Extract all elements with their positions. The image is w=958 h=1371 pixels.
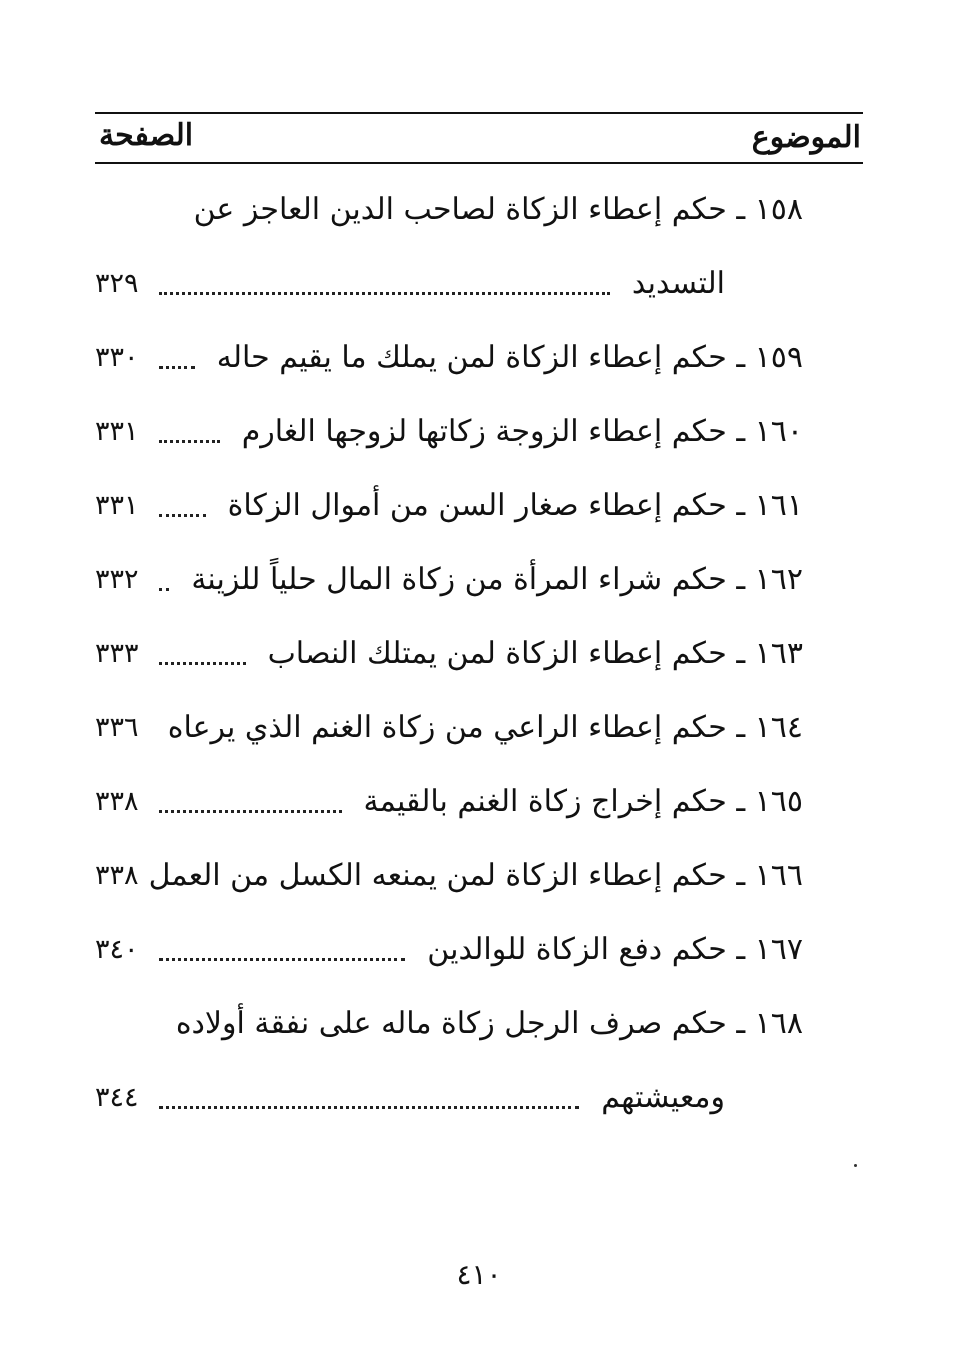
toc-entry-page-number: ٣٣٨ (95, 860, 139, 891)
topic-column-label: الموضوع (751, 120, 861, 155)
toc-entry-page-number: ٣٣٠ (95, 342, 139, 373)
page-number: ٤١٠ (456, 1258, 502, 1291)
toc-entry (95, 1076, 725, 1120)
toc-entry-title: ١٦٨ ـ حكم صرف الرجل زكاة ماله على نفقة أولاده (175, 1006, 803, 1041)
toc-leader-dots (159, 292, 610, 295)
toc-entry-page-number: ٣٣٦ (95, 712, 139, 743)
toc-entry-title: ١٦٢ ـ حكم شراء المرأة من زكاة المال حلياً للزينة (191, 562, 803, 597)
toc-entry-page-number: ٣٣٢ (95, 564, 139, 595)
toc-entry-title: ١٥٩ ـ حكم إعطاء الزكاة لمن يملك ما يقيم حاله (216, 340, 803, 375)
toc-entry-page-number: ٣٣١ (95, 490, 139, 521)
toc-leader-dots (159, 1106, 579, 1109)
toc-entry-page-number: ٣٢٩ (95, 268, 139, 299)
toc-entry (95, 188, 803, 232)
toc-entry-title: التسديد (631, 266, 725, 301)
page-speck (854, 1164, 857, 1167)
toc-entry-title: ١٥٨ ـ حكم إعطاء الزكاة لصاحب الدين العاجز عن (193, 192, 803, 227)
toc-entry (95, 706, 803, 750)
toc-entry (95, 632, 803, 676)
toc-leader-dots (159, 810, 342, 813)
toc-entry (95, 410, 803, 454)
toc-entry-page-number: ٣٣٣ (95, 638, 139, 669)
toc-entry (95, 336, 803, 380)
toc-entry-title: ١٦٣ ـ حكم إعطاء الزكاة لمن يمتلك النصاب (267, 636, 803, 671)
toc-leader-dots (159, 662, 246, 665)
toc-leader-dots (159, 366, 195, 369)
toc-entry (95, 558, 803, 602)
toc-entry-page-number: ٣٤٠ (95, 934, 139, 965)
toc-entry-page-number: ٣٣٨ (95, 786, 139, 817)
toc-entry (95, 484, 803, 528)
toc-leader-dots (159, 440, 220, 443)
toc-entry-page-number: ٣٣١ (95, 416, 139, 447)
page-column-label: الصفحة (99, 118, 194, 153)
toc-entry (95, 854, 803, 898)
toc-entry (95, 262, 725, 306)
toc-entry-title: ١٦٤ ـ حكم إعطاء الراعي من زكاة الغنم الذي يرعاه (167, 710, 803, 745)
toc-entry-title: ومعيشتهم (601, 1080, 725, 1115)
toc-entry-title: ١٦٦ ـ حكم إعطاء الزكاة لمن يمنعه الكسل من العمل (148, 858, 803, 893)
toc-entry-title: ١٦٥ ـ حكم إخراج زكاة الغنم بالقيمة (363, 784, 803, 819)
toc-entry (95, 928, 803, 972)
toc-entry-title: ١٦٠ ـ حكم إعطاء الزوجة زكاتها لزوجها الغارم (241, 414, 803, 449)
toc-entry-title: ١٦٧ ـ حكم دفع الزكاة للوالدين (427, 932, 803, 967)
toc-entry (95, 780, 803, 824)
toc-entry (95, 1002, 803, 1046)
toc-entry-page-number: ٣٤٤ (95, 1082, 139, 1113)
toc-leader-dots (159, 588, 169, 591)
toc-leader-dots (159, 958, 405, 961)
toc-leader-dots (159, 514, 206, 517)
toc-entry-title: ١٦١ ـ حكم إعطاء صغار السن من أموال الزكاة (227, 488, 803, 523)
